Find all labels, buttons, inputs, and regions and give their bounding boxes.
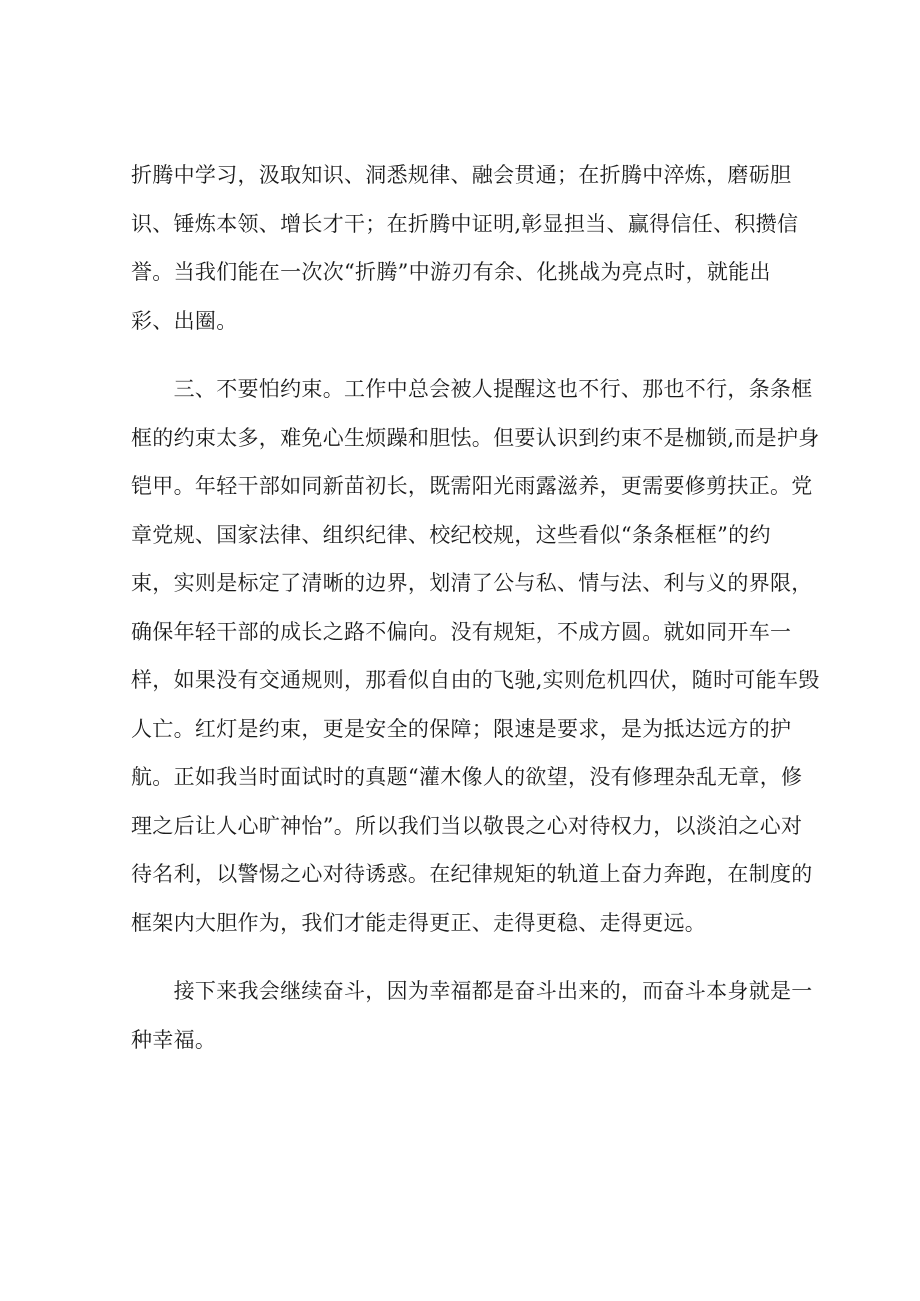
text-line: 章党规、国家法律、组织纪律、校纪校规，这些看似“条条框框”的约 xyxy=(131,522,771,547)
paragraph-3 xyxy=(131,967,813,1064)
text-line: 人亡。红灯是约束，更是安全的保障；限速是要求，是为抵达远方的护 xyxy=(131,716,792,741)
text-line: 理之后让人心旷神怡”。所以我们当以敬畏之心对待权力，以淡泊之心对 xyxy=(131,813,803,838)
text-line: 航。正如我当时面试时的真题“灌木像人的欲望，没有修理杂乱无章，修 xyxy=(131,765,803,789)
text-line: 识、锤炼本领、增长才干；在折腾中证明,彰显担当、赢得信任、积攒信 xyxy=(131,211,799,236)
text-line: 种幸福。 xyxy=(131,1027,217,1052)
text-line: 折腾中学习，汲取知识、洞悉规律、融会贯通；在折腾中淬炼，磨砺胆 xyxy=(131,163,792,187)
text-line: 铠甲。年轻干部如同新苗初长，既需阳光雨露滋养，更需要修剪扶正。党 xyxy=(131,474,813,498)
text-line: 待名利，以警惕之心对待诱惑。在纪律规矩的轨道上奋力奔跑，在制度的 xyxy=(131,862,813,886)
paragraph-2 xyxy=(131,365,820,947)
paragraph-1 xyxy=(131,151,799,345)
text-line: 三、不要怕约束。工作中总会被人提醒这也不行、那也不行，条条框 xyxy=(131,377,813,401)
document-body xyxy=(131,151,820,1064)
text-line: 彩、出圈。 xyxy=(131,308,238,333)
text-line: 誉。当我们能在一次次“折腾”中游刃有余、化挑战为亮点时，就能出 xyxy=(131,260,771,284)
text-line: 确保年轻干部的成长之路不偏向。没有规矩，不成方圆。就如同开车一 xyxy=(131,619,792,644)
text-line: 框的约束太多，难免心生烦躁和胆怯。但要认识到约束不是枷锁,而是护身 xyxy=(131,425,820,450)
text-line: 样，如果没有交通规则，那看似自由的飞驰,实则危机四伏，随时可能车毁 xyxy=(131,668,820,692)
text-line: 接下来我会继续奋斗，因为幸福都是奋斗出来的，而奋斗本身就是一 xyxy=(131,979,813,1003)
text-line: 束，实则是标定了清晰的边界，划清了公与私、情与法、利与义的界限， xyxy=(131,571,813,595)
text-line: 框架内大胆作为，我们才能走得更正、走得更稳、走得更远。 xyxy=(131,910,707,935)
